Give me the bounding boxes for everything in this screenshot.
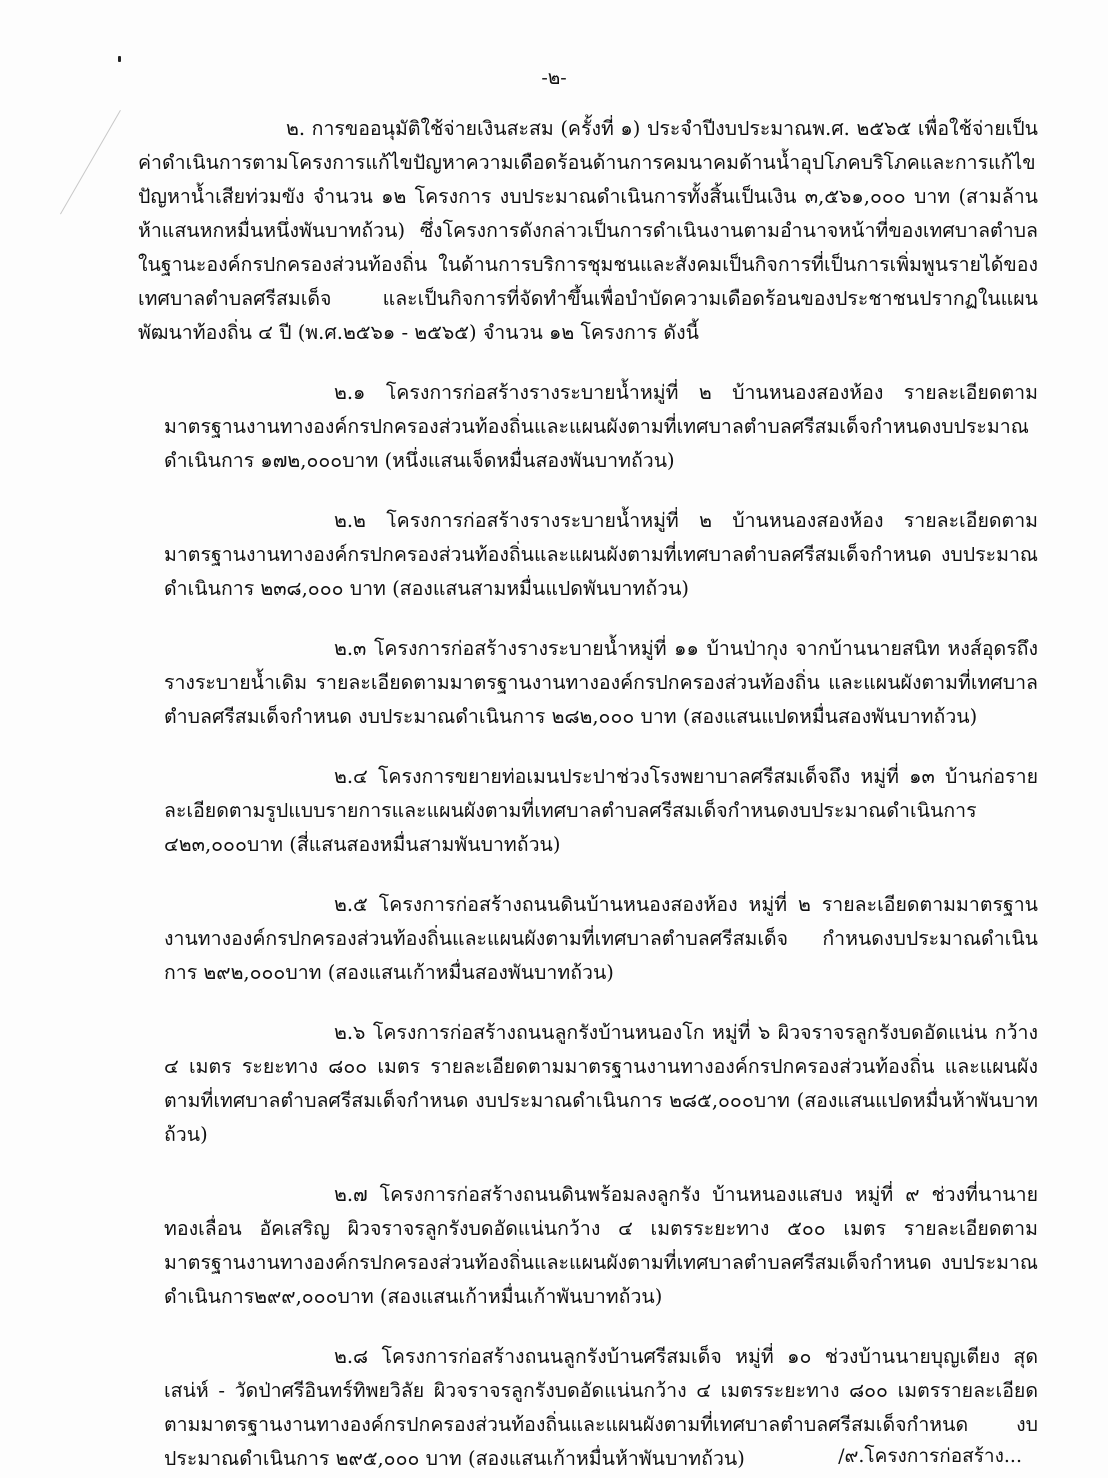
project-item-2-4: ๒.๔ โครงการขยายท่อเมนประปาช่วงโรงพยาบาลศรีสมเด็จถึง หมู่ที่ ๑๓ บ้านก่อรายละเอียดตามรูปแบบรายการและแผนผังตามที่เทศบาลตำบลศรีสมเด็จกำหนดงบประมาณดำเนินการ ๔๒๓,๐๐๐บาท (สี่แสนสองหมื่นสามพันบาทถ้วน): [164, 765, 1038, 856]
scan-artifact-mark: [118, 56, 121, 62]
project-item-2-5: ๒.๕ โครงการก่อสร้างถนนดินบ้านหนองสองห้อง หมู่ที่ ๒ รายละเอียดตามมาตรฐานงานทางองค์กรปกครองส่วนท้องถิ่นและแผนผังตามที่เทศบาลตำบลศรีสมเด็จ กำหนดงบประมาณดำเนินการ ๒๙๒,๐๐๐บาท (สองแสนเก้าหมื่นสองพันบาทถ้วน): [164, 893, 1038, 984]
continuation-note: /๙.โครงการก่อสร้าง...: [838, 1445, 1022, 1467]
project-item-2-8: ๒.๘ โครงการก่อสร้างถนนลูกรังบ้านศรีสมเด็จ หมู่ที่ ๑๐ ช่วงบ้านนายบุญเตียง สุดเสน่ห์ - วัดป่าศรีอินทร์ทิพยวิลัย ผิวจราจรลูกรังบดอัดแน่นกว้าง ๔ เมตรระยะทาง ๘๐๐ เมตรรายละเอียดตามมาตรฐานงานทางองค์กรปกครองส่วนท้องถิ่นและแผนผังตามที่เทศบาลตำบลศรีสมเด็จกำหนด งบประมาณดำเนินการ ๒๙๕,๐๐๐ บาท (สองแสนเก้าหมื่นห้าพันบาทถ้วน): [164, 1345, 1038, 1470]
project-item-2-2: ๒.๒ โครงการก่อสร้างรางระบายน้ำหมู่ที่ ๒ บ้านหนองสองห้อง รายละเอียดตามมาตรฐานงานทางองค์กรปกครองส่วนท้องถิ่นและแผนผังตามที่เทศบาลตำบลศรีสมเด็จกำหนด งบประมาณดำเนินการ ๒๓๘,๐๐๐ บาท (สองแสนสามหมื่นแปดพันบาทถ้วน): [164, 509, 1038, 600]
project-item-2-6: ๒.๖ โครงการก่อสร้างถนนลูกรังบ้านหนองโก หมู่ที่ ๖ ผิวจราจรลูกรังบดอัดแน่น กว้าง ๔ เมตร ระยะทาง ๘๐๐ เมตร รายละเอียดตามมาตรฐานงานทางองค์กรปกครองส่วนท้องถิ่น และแผนผังตามที่เทศบาลตำบลศรีสมเด็จกำหนด งบประมาณดำเนินการ ๒๘๕,๐๐๐บาท (สองแสนแปดหมื่นห้าพันบาทถ้วน): [164, 1021, 1038, 1146]
scan-artifact-line: [60, 110, 121, 214]
project-item-2-3: ๒.๓ โครงการก่อสร้างรางระบายน้ำหมู่ที่ ๑๑ บ้านป่ากุง จากบ้านนายสนิท หงส์อุดรถึงรางระบายน้ำเดิม รายละเอียดตามมาตรฐานงานทางองค์กรปกครองส่วนท้องถิ่น และแผนผังตามที่เทศบาลตำบลศรีสมเด็จกำหนด งบประมาณดำเนินการ ๒๘๒,๐๐๐ บาท (สองแสนแปดหมื่นสองพันบาทถ้วน): [164, 637, 1038, 728]
main-paragraph: ๒. การขออนุมัติใช้จ่ายเงินสะสม (ครั้งที่ ๑) ประจำปีงบประมาณพ.ศ. ๒๕๖๕ เพื่อใช้จ่ายเป็นค่าดำเนินการตามโครงการแก้ไขปัญหาความเดือดร้อนด้านการคมนาคมด้านน้ำอุปโภคบริโภคและการแก้ไขปัญหาน้ำเสียท่วมขัง จำนวน ๑๒ โครงการ งบประมาณดำเนินการทั้งสิ้นเป็นเงิน ๓,๕๖๑,๐๐๐ บาท (สามล้านห้าแสนหกหมื่นหนึ่งพันบาทถ้วน) ซึ่งโครงการดังกล่าวเป็นการดำเนินงานตามอำนาจหน้าที่ของเทศบาลตำบลในฐานะองค์กรปกครองส่วนท้องถิ่น ในด้านการบริการชุมชนและสังคมเป็นกิจการที่เป็นการเพิ่มพูนรายได้ของเทศบาลตำบลศรีสมเด็จ และเป็นกิจการที่จัดทำขึ้นเพื่อบำบัดความเดือดร้อนของประชาชนปรากฏในแผนพัฒนาท้องถิ่น ๔ ปี (พ.ศ.๒๕๖๑ - ๒๕๖๕) จำนวน ๑๒ โครงการ ดังนี้: [138, 117, 1038, 344]
document-body: [138, 112, 1038, 1476]
project-item-2-1: ๒.๑ โครงการก่อสร้างรางระบายน้ำหมู่ที่ ๒ บ้านหนองสองห้อง รายละเอียดตามมาตรฐานงานทางองค์กรปกครองส่วนท้องถิ่นและแผนผังตามที่เทศบาลตำบลศรีสมเด็จกำหนดงบประมาณดำเนินการ ๑๗๒,๐๐๐บาท (หนึ่งแสนเจ็ดหมื่นสองพันบาทถ้วน): [164, 381, 1038, 472]
project-item-2-7: ๒.๗ โครงการก่อสร้างถนนดินพร้อมลงลูกรัง บ้านหนองแสบง หมู่ที่ ๙ ช่วงที่นานายทองเลื่อน อัคเสริญ ผิวจราจรลูกรังบดอัดแน่นกว้าง ๔ เมตรระยะทาง ๕๐๐ เมตร รายละเอียดตามมาตรฐานงานทางองค์กรปกครองส่วนท้องถิ่นและแผนผังตามที่เทศบาลตำบลศรีสมเด็จกำหนด งบประมาณดำเนินการ๒๙๙,๐๐๐บาท (สองแสนเก้าหมื่นเก้าพันบาทถ้วน): [164, 1183, 1038, 1308]
page-number: -๒-: [541, 67, 567, 89]
